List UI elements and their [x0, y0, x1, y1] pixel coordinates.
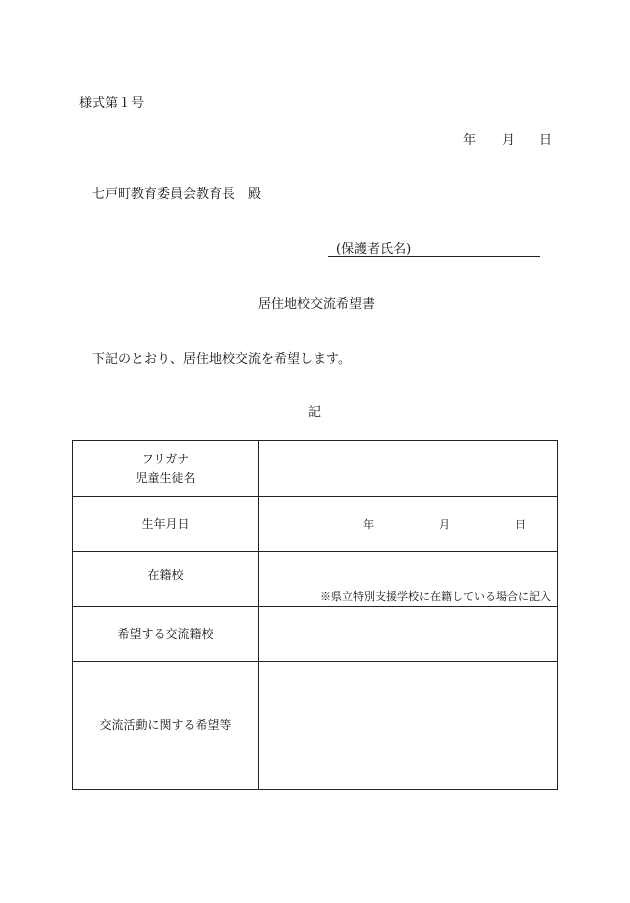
exchange-school-input[interactable]	[259, 607, 557, 661]
date-year-label: 年	[463, 133, 477, 148]
table-row-exchange-wishes	[73, 662, 557, 789]
birthdate-label-cell	[73, 497, 259, 551]
ki-heading: 記	[308, 405, 322, 420]
guardian-name-label: (保護者氏名)	[336, 242, 412, 257]
guardian-name-field[interactable]	[328, 256, 540, 257]
birth-day-label: 日	[515, 518, 526, 531]
exchange-wishes-label-cell	[73, 662, 259, 789]
exchange-school-label: 希望する交流籍校	[117, 626, 214, 641]
form-number: 様式第１号	[79, 96, 145, 111]
date-day-label: 日	[539, 133, 553, 148]
birthdate-label: 生年月日	[141, 516, 190, 531]
enrolled-school-label: 在籍校	[147, 567, 184, 582]
document-title: 居住地校交流希望書	[258, 297, 376, 312]
exchange-school-label-cell	[73, 607, 259, 661]
date-month-label: 月	[502, 133, 516, 148]
table-row-birthdate	[73, 497, 557, 552]
table-row-exchange-school	[73, 607, 557, 662]
exchange-wishes-label: 交流活動に関する希望等	[99, 718, 232, 732]
student-name-label-cell	[73, 441, 259, 496]
enrolled-school-note: ※県立特別支援学校に在籍している場合に記入	[320, 590, 551, 603]
application-table	[72, 440, 558, 790]
student-name-label: 児童生徒名	[135, 470, 196, 485]
enrolled-school-input[interactable]	[259, 552, 557, 606]
exchange-wishes-input[interactable]	[259, 662, 557, 789]
addressee: 七戸町教育委員会教育長 殿	[92, 187, 262, 202]
birth-month-label: 月	[439, 518, 450, 531]
table-row-enrolled-school	[73, 552, 557, 607]
body-text: 下記のとおり、居住地校交流を希望します。	[92, 352, 351, 367]
furigana-label: フリガナ	[141, 451, 190, 466]
table-row-student-name	[73, 441, 557, 497]
enrolled-school-label-cell	[73, 552, 259, 606]
birthdate-input[interactable]	[259, 497, 557, 551]
student-name-input[interactable]	[259, 441, 557, 496]
birth-year-label: 年	[363, 518, 374, 531]
